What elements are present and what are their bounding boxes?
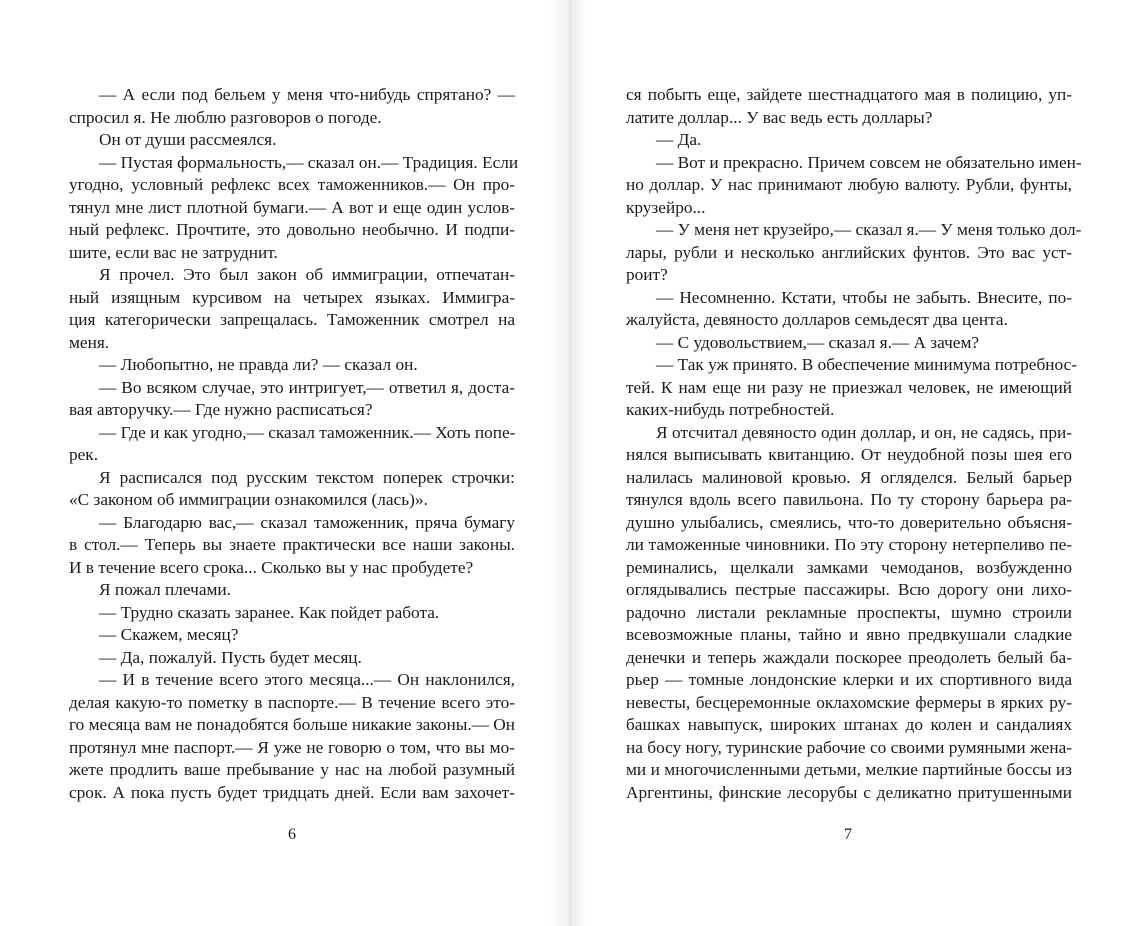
text-line: Я расписался под русским текстом поперек строчки: bbox=[99, 467, 515, 487]
text-line: лары, рубли и несколько английских фунтов. Это вас уст- bbox=[626, 242, 1072, 262]
text-line: ми и многочисленными детьми, мелкие партийные боссы из bbox=[626, 760, 1072, 779]
text-line: Я пожал плечами. bbox=[99, 580, 231, 599]
gutter-shadow-right bbox=[570, 0, 586, 926]
text-line: жете продлить ваше пребывание у нас на любой разумный bbox=[69, 760, 515, 779]
text-line: ный рефлекс. Прочтите, это довольно необычно. И подпи- bbox=[69, 220, 515, 239]
text-line: — Несомненно. Кстати, чтобы не забыть. Внесите, по- bbox=[656, 287, 1072, 307]
left-page-number: 6 bbox=[288, 826, 296, 843]
gutter-shadow-left bbox=[548, 0, 570, 926]
text-line: денечки и теперь жаждали поскорее преодолеть белый ба- bbox=[626, 647, 1072, 667]
text-line: крузейро... bbox=[626, 197, 706, 217]
text-line: ли таможенные чиновники. По эту сторону нетерпеливо пе- bbox=[626, 535, 1072, 554]
text-line: И в течение всего срока... Сколько вы у нас пробудете? bbox=[69, 557, 474, 577]
text-line: душно улыбались, смеялись, что-то доверительно объясня- bbox=[626, 512, 1072, 532]
text-line: Я отсчитал девяносто один доллар, и он, не садясь, при- bbox=[656, 422, 1072, 442]
text-line: — С удовольствием,— сказал я.— А зачем? bbox=[656, 332, 980, 352]
text-line: — Скажем, месяц? bbox=[99, 625, 239, 644]
text-line: роит? bbox=[626, 265, 668, 284]
text-line: в стол.— Теперь вы знаете практически все наши законы. bbox=[69, 535, 515, 554]
text-line: — Благодарю вас,— сказал таможенник, пряча бумагу bbox=[99, 512, 515, 532]
text-line: всевозможные планы, тайно и явно предвкушали сладкие bbox=[626, 625, 1072, 644]
text-line: — Во всяком случае, это интригует,— ответил я, доста- bbox=[99, 377, 515, 397]
text-line: — У меня нет крузейро,— сказал я.— У меня только дол- bbox=[656, 220, 1082, 239]
text-line: Аргентины, финские лесорубы с деликатно притушенными bbox=[626, 782, 1072, 802]
text-line: рьер — томные лондонские клерки и их спортивного вида bbox=[626, 670, 1072, 689]
text-line: тянулся вдоль всего павильона. По ту сторону барьера ра- bbox=[626, 490, 1072, 509]
text-line: нялся выписывать квитанцию. От неудобной позы шея его bbox=[626, 445, 1072, 464]
right-page-text bbox=[626, 84, 1082, 804]
text-line: — Трудно сказать заранее. Как пойдет работа. bbox=[99, 602, 440, 622]
text-line: реминались, щелкали замками чемоданов, возбужденно bbox=[626, 557, 1072, 577]
text-line: ся побыть еще, зайдете шестнадцатого мая в полицию, уп- bbox=[626, 85, 1072, 104]
text-line: вая авторучку.— Где нужно расписаться? bbox=[69, 400, 373, 419]
text-line: спросил я. Не люблю разговоров о погоде. bbox=[69, 107, 382, 127]
text-line: «С законом об иммиграции ознакомился (лась)». bbox=[69, 490, 428, 509]
text-line: ция категорически запрещалась. Таможенник смотрел на bbox=[69, 310, 515, 329]
text-line: — Так уж принято. В обеспечение минимума потребнос- bbox=[656, 355, 1077, 374]
text-line: угодно, условный рефлекс всех таможенников.— Он про- bbox=[69, 175, 515, 194]
text-line: тей. К нам еще ни разу не приезжал человек, не имеющий bbox=[626, 377, 1072, 397]
text-line: срок. А пока пусть будет тридцать дней. Если вам захочет- bbox=[69, 782, 515, 802]
text-line: — Пустая формальность,— сказал он.— Традиция. Если bbox=[99, 152, 519, 172]
text-line: башках навыпуск, широких штанах до колен и сандалиях bbox=[626, 715, 1072, 734]
text-line: шите, если вас не затруднит. bbox=[69, 242, 278, 262]
text-line: рек. bbox=[69, 445, 99, 464]
text-line: — Да, пожалуй. Пусть будет месяц. bbox=[99, 647, 362, 667]
text-line: каких-нибудь потребностей. bbox=[626, 400, 835, 419]
right-page bbox=[570, 0, 1140, 926]
text-line: — Где и как угодно,— сказал таможенник.— Хоть попе- bbox=[99, 422, 516, 442]
text-line: жалуйста, девяносто долларов семьдесят два цента. bbox=[626, 310, 1008, 329]
text-line: на босу ногу, туринские рабочие со своими румяными жена- bbox=[626, 737, 1072, 757]
text-line: налилась малиновой кровью. Я огляделся. Белый барьер bbox=[626, 467, 1072, 487]
left-page-text bbox=[69, 84, 519, 804]
text-line: Я прочел. Это был закон об иммиграции, отпечатан- bbox=[99, 265, 515, 284]
text-line: — Любопытно, не правда ли? — сказал он. bbox=[99, 355, 418, 374]
book-spine bbox=[569, 0, 571, 926]
text-line: — Да. bbox=[656, 130, 702, 149]
text-line: протянул мне паспорт.— Я уже не говорю о том, что вы мо- bbox=[69, 737, 515, 757]
text-line: латите доллар... У вас ведь есть доллары? bbox=[626, 107, 933, 127]
text-line: — Вот и прекрасно. Причем совсем не обязательно имен- bbox=[656, 152, 1082, 172]
right-page-number: 7 bbox=[844, 826, 852, 843]
text-line: тянул мне лист плотной бумаги.— А вот и еще один услов- bbox=[69, 197, 515, 217]
text-line: делая какую-то пометку в паспорте.— В течение всего это- bbox=[69, 692, 515, 712]
text-line: меня. bbox=[69, 332, 110, 352]
text-line: Он от души рассмеялся. bbox=[99, 130, 277, 149]
text-line: — А если под бельем у меня что-нибудь спрятано? — bbox=[99, 85, 515, 104]
text-line: но доллар. У нас принимают любую валюту. Рубли, фунты, bbox=[626, 175, 1072, 194]
text-line: радочно листали рекламные проспекты, шумно строили bbox=[626, 602, 1072, 622]
text-line: оглядывались пестрые пассажиры. Всю дорогу они лихо- bbox=[626, 580, 1072, 599]
text-line: невесты, бесцеремонные оклахомские фермеры в ярких ру- bbox=[626, 692, 1072, 712]
text-line: ный изящным курсивом на четырех языках. Иммигра- bbox=[69, 287, 515, 307]
text-line: — И в течение всего этого месяца...— Он наклонился, bbox=[99, 670, 515, 689]
text-line: го месяца вам не понадобятся больше никакие законы.— Он bbox=[69, 715, 515, 734]
